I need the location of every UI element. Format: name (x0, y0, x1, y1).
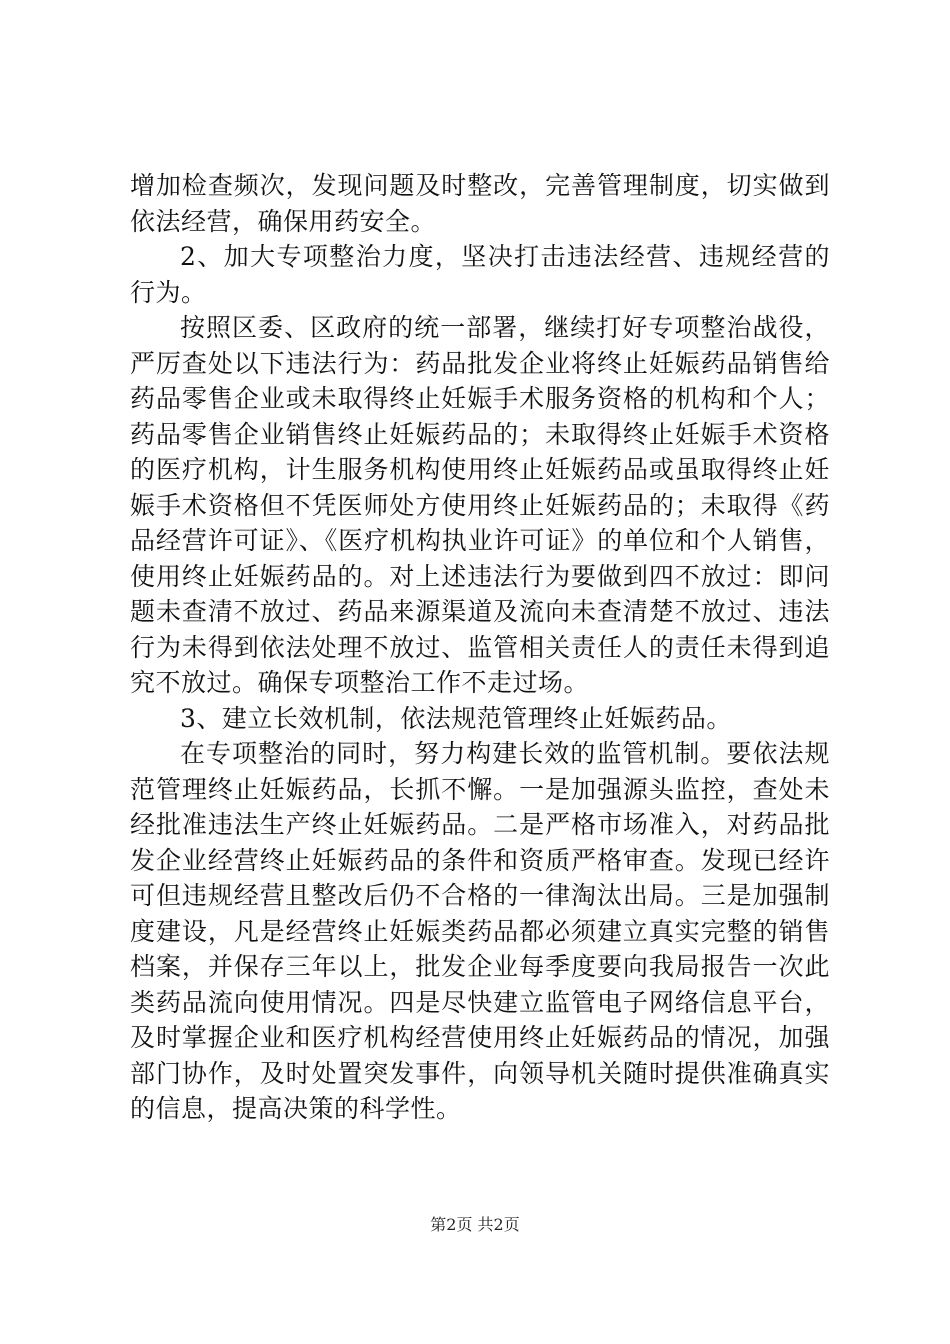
paragraph-3: 按照区委、区政府的统一部署，继续打好专项整治战役，严厉查处以下违法行为：药品批发企业将终止妊娠药品销售给药品零售企业或未取得终止妊娠手术服务资格的机构和个人；药品零售企业销售终止妊娠药品的；未取得终止妊娠手术资格的医疗机构，计生服务机构使用终止妊娠药品或虽取得终止妊娠手术资格但不凭医师处方使用终止妊娠药品的；未取得《药品经营许可证》、《医疗机构执业许可证》的单位和个人销售，使用终止妊娠药品的。对上述违法行为要做到四不放过：即问题未查清不放过、药品来源渠道及流向未查清楚不放过、违法行为未得到依法处理不放过、监管相关责任人的责任未得到追究不放过。确保专项整治工作不走过场。 (130, 313, 830, 697)
paragraph-4-heading: 3、建立长效机制，依法规范管理终止妊娠药品。 (180, 703, 732, 733)
document-body (130, 168, 830, 1127)
paragraph-2-heading: 2、加大专项整治力度，坚决打击违法经营、违规经营的行为。 (130, 242, 830, 307)
page-footer: 第2页 共2页 (430, 1215, 520, 1234)
paragraph-5: 在专项整治的同时，努力构建长效的监管机制。要依法规范管理终止妊娠药品，长抓不懈。一是加强源头监控，查处未经批准违法生产终止妊娠药品。二是严格市场准入，对药品批发企业经营终止妊娠药品的条件和资质严格审查。发现已经许可但违规经营且整改后仍不合格的一律淘汰出局。三是加强制度建设，凡是经营终止妊娠类药品都必须建立真实完整的销售档案，并保存三年以上，批发企业每季度要向我局报告一次此类药品流向使用情况。四是尽快建立监管电子网络信息平台，及时掌握企业和医疗机构经营使用终止妊娠药品的情况，加强部门协作，及时处置突发事件，向领导机关随时提供准确真实的信息，提高决策的科学性。 (130, 739, 830, 1123)
paragraph-1: 增加检查频次，发现问题及时整改，完善管理制度，切实做到依法经营，确保用药安全。 (130, 171, 830, 236)
